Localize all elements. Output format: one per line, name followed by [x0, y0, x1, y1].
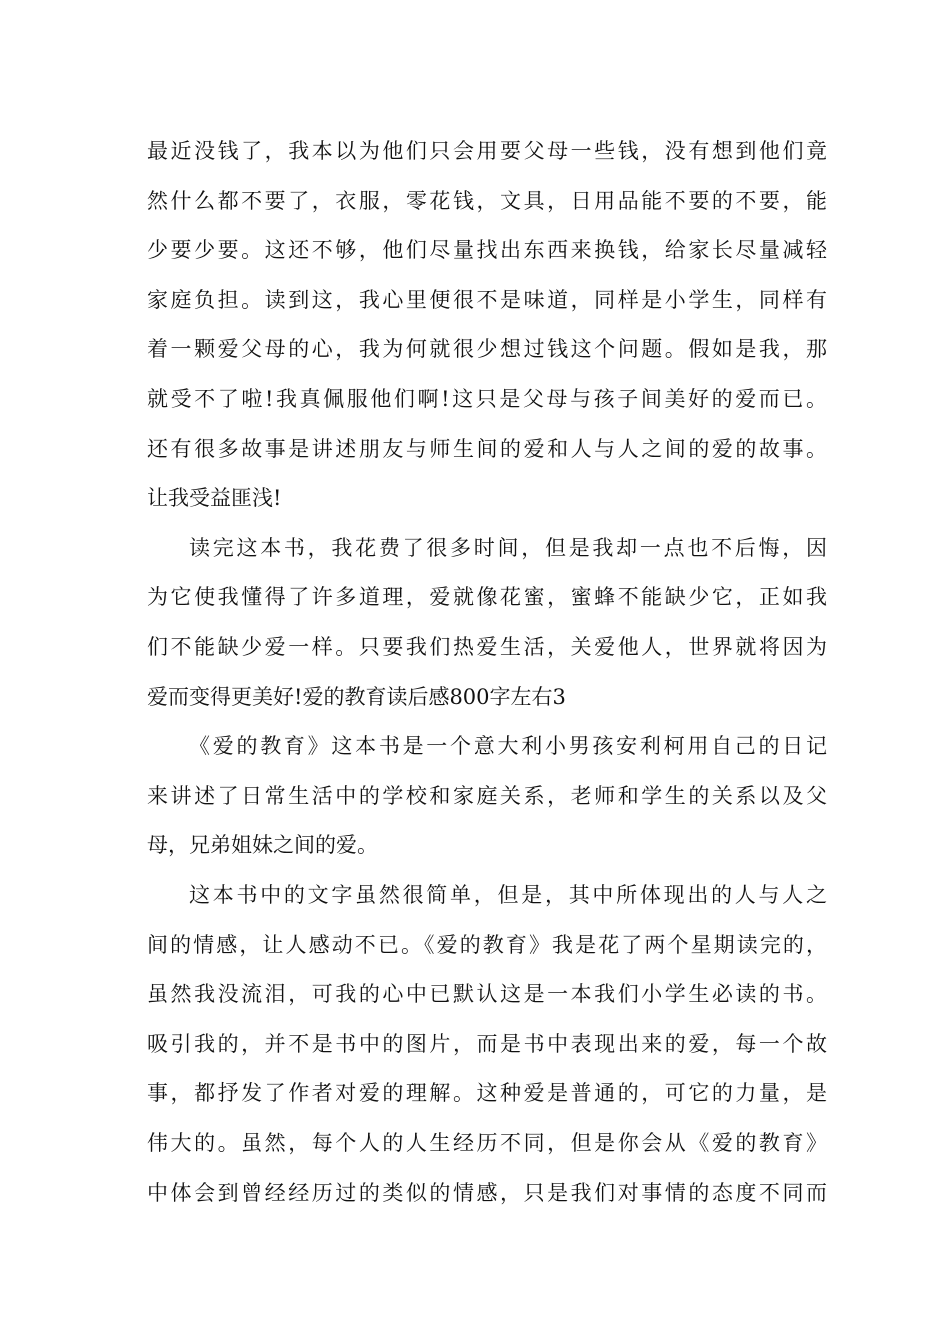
paragraph-first-line: 《爱的教育》这本书是一个意大利小男孩安利柯用自己的日记: [189, 734, 827, 759]
text-line: 间的情感，让人感动不已。《爱的教育》我是花了两个星期读完的，: [147, 932, 827, 957]
text-line: 事，都抒发了作者对爱的理解。这种爱是普通的，可它的力量，是: [147, 1081, 827, 1106]
text-line: 伟大的。虽然，每个人的人生经历不同，但是你会从《爱的教育》: [147, 1131, 827, 1155]
text-line: 中体会到曾经经历过的类似的情感，只是我们对事情的态度不同而: [147, 1180, 827, 1205]
text-line: 还有很多故事是讲述朋友与师生间的爱和人与人之间的爱的故事。: [147, 436, 827, 461]
text-line: 着一颗爱父母的心，我为何就很少想过钱这个问题。假如是我，那: [147, 337, 827, 362]
text-line: 母，兄弟姐妹之间的爱。: [147, 833, 378, 858]
text-line: 然什么都不要了，衣服，零花钱，文具，日用品能不要的不要，能: [147, 188, 827, 213]
paragraph-first-line: 这本书中的文字虽然很简单，但是，其中所体现出的人与人之: [189, 883, 827, 907]
text-line: 虽然我没流泪，可我的心中已默认这是一本我们小学生必读的书。: [147, 982, 827, 1007]
text-line: 少要少要。这还不够，他们尽量找出东西来换钱，给家长尽量减轻: [147, 238, 827, 263]
text-line: 最近没钱了，我本以为他们只会用要父母一些钱，没有想到他们竟: [147, 139, 827, 163]
text-line: 让我受益匪浅!: [147, 486, 282, 511]
text-line: 吸引我的，并不是书中的图片，而是书中表现出来的爱，每一个故: [147, 1031, 827, 1056]
text-line: 就受不了啦!我真佩服他们啊!这只是父母与孩子间美好的爱而已。: [147, 387, 827, 411]
text-line: 来讲述了日常生活中的学校和家庭关系，老师和学生的关系以及父: [147, 783, 827, 808]
text-line: 家庭负担。读到这，我心里便很不是味道，同样是小学生，同样有: [147, 287, 827, 312]
text-line: 爱而变得更美好!爱的教育读后感800字左右3: [147, 684, 566, 709]
text-line: 为它使我懂得了许多道理，爱就像花蜜，蜜蜂不能缺少它，正如我: [147, 585, 827, 610]
text-line: 们不能缺少爱一样。只要我们热爱生活，关爱他人，世界就将因为: [147, 635, 827, 659]
paragraph-first-line: 读完这本书，我花费了很多时间，但是我却一点也不后悔，因: [189, 535, 827, 560]
